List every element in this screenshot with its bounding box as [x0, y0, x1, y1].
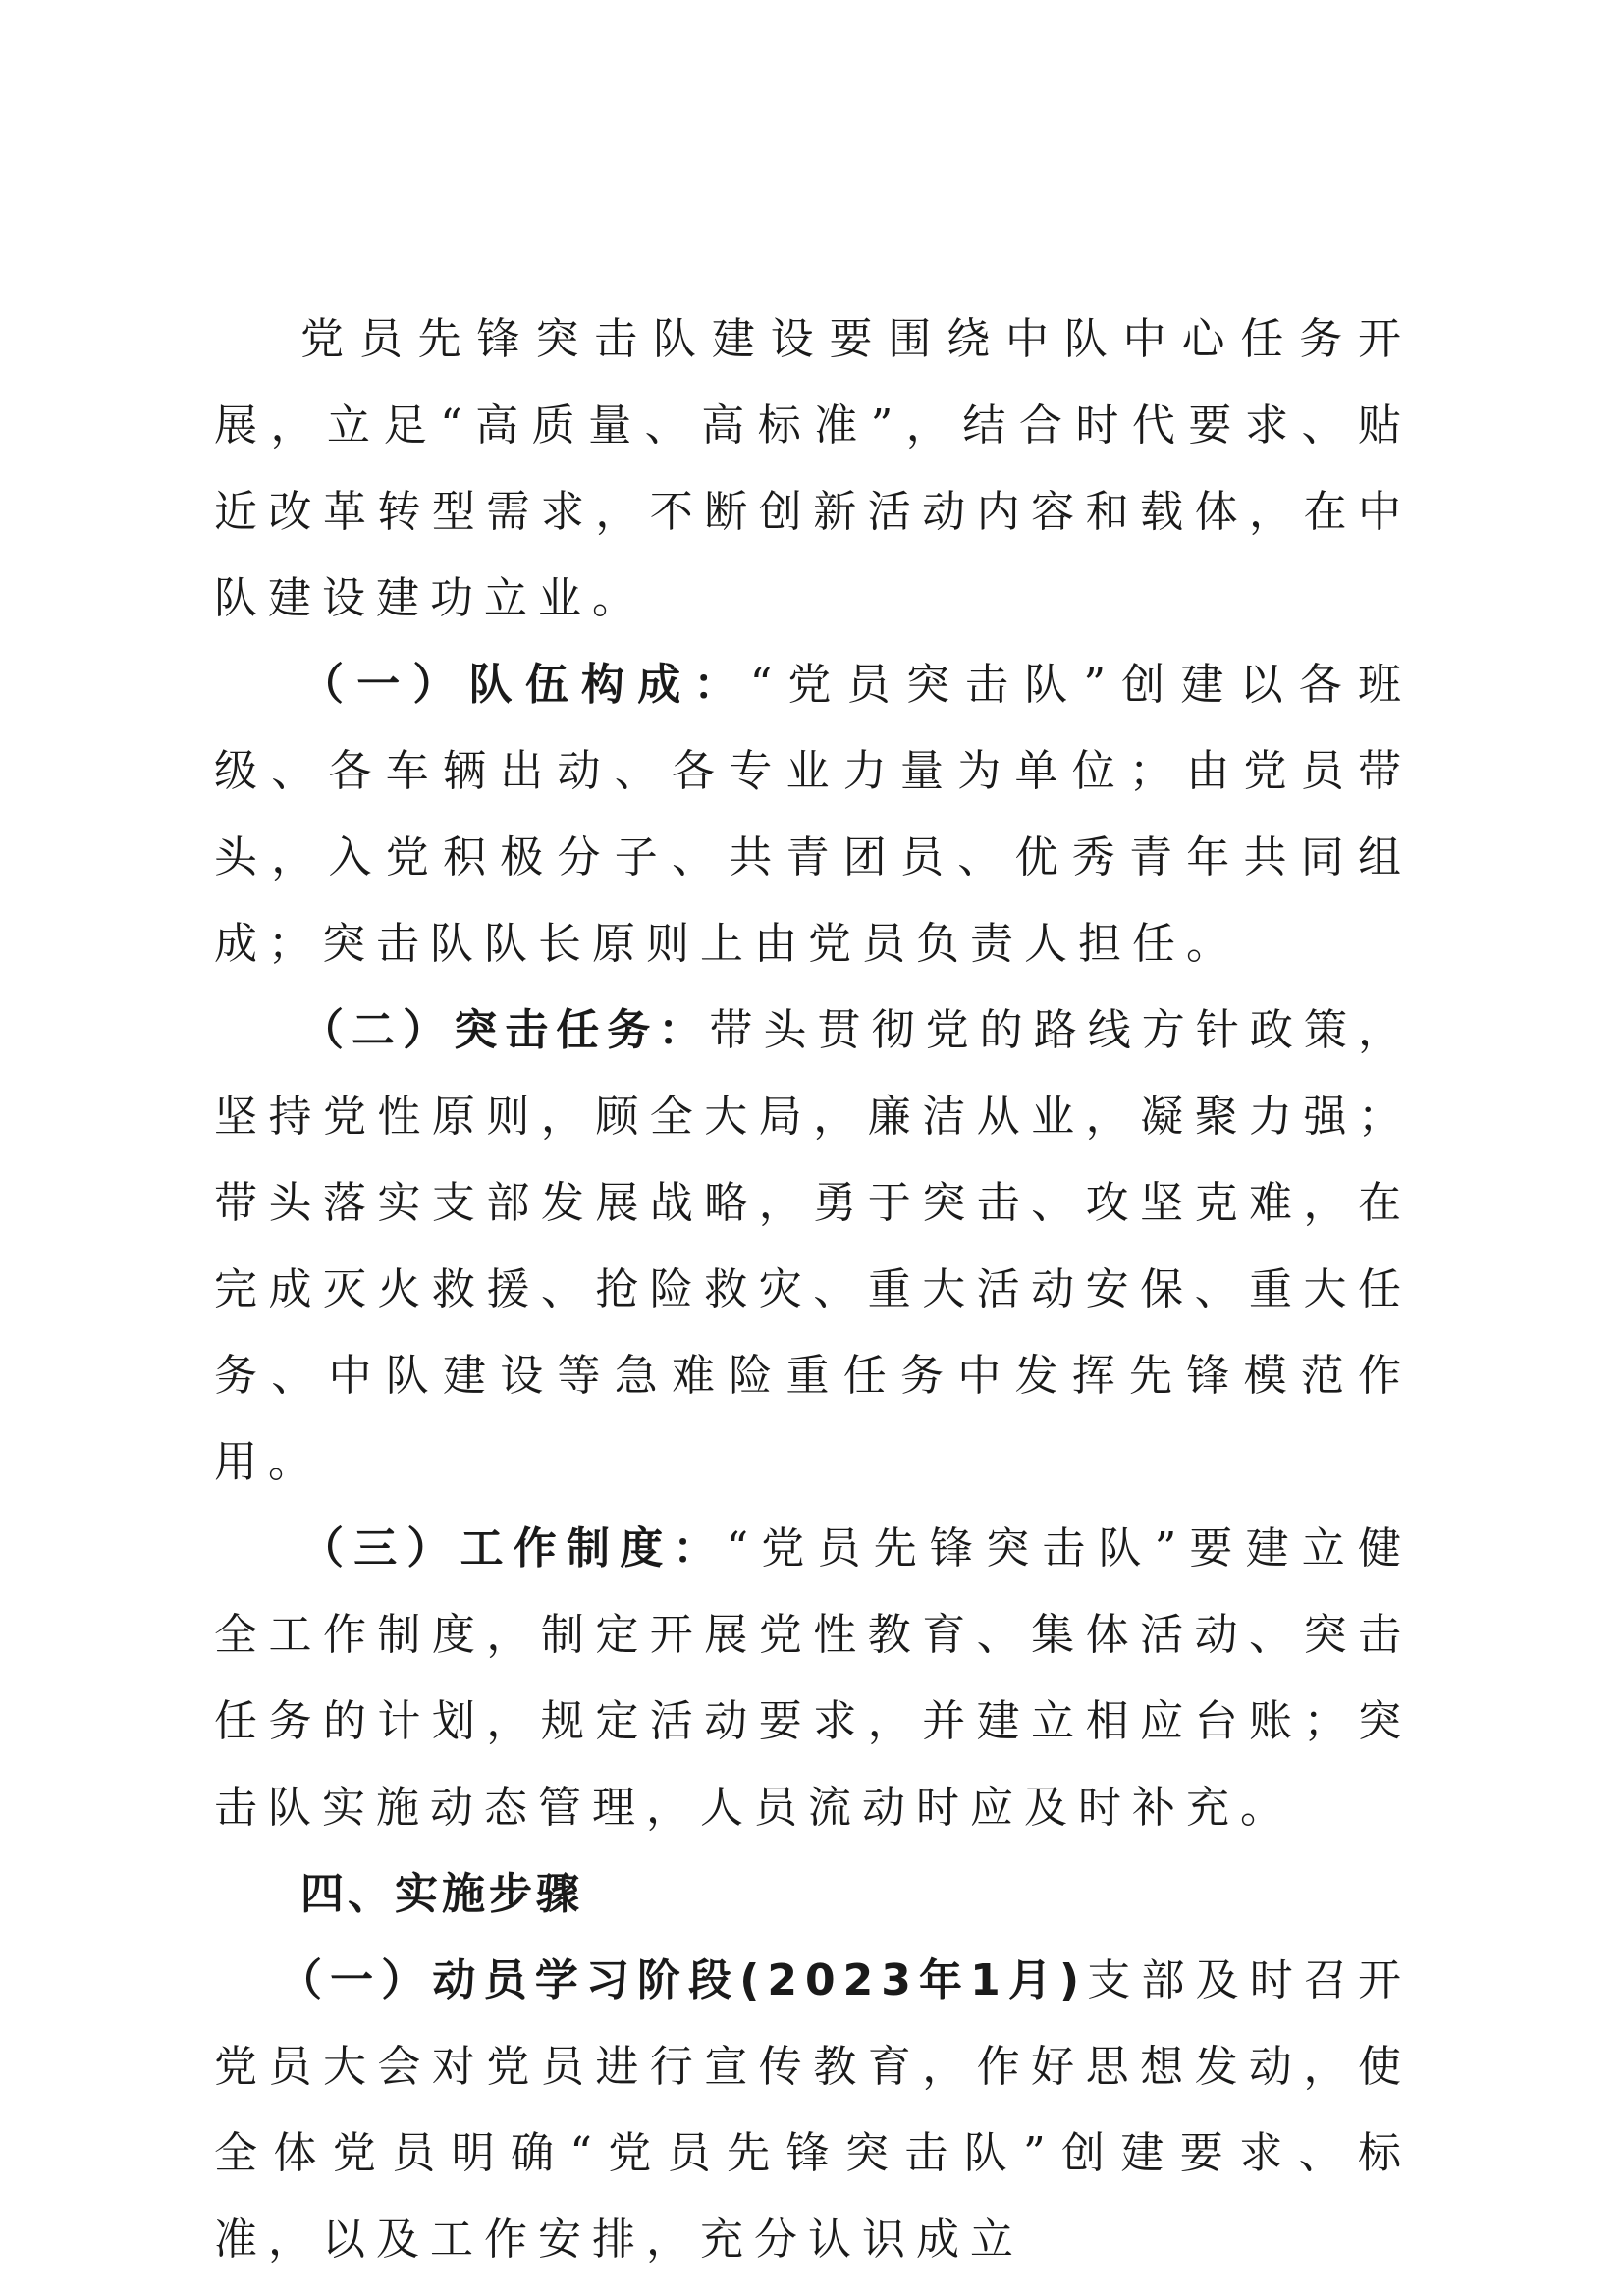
composition-paragraph — [214, 642, 1412, 988]
step1-paragraph — [214, 1938, 1412, 2283]
task-paragraph — [214, 988, 1412, 1506]
system-lead: （三）工作制度： — [300, 1523, 727, 1574]
system-paragraph — [214, 1506, 1412, 1851]
step1-body: 支部及时召开党员大会对党员进行宣传教育，作好思想发动，使全体党员明确“党员先锋突击队”创建要求、标准，以及工作安排，充分认识成立 — [214, 1955, 1413, 2265]
composition-body: “党员突击队”创建以各班级、各车辆出动、各专业力量为单位；由党员带头，入党积极分子、共青团员、优秀青年共同组成；突击队队长原则上由党员负责人担任。 — [214, 660, 1412, 969]
step1-lead: （一）动员学习阶段(2023年1月) — [279, 1955, 1088, 2005]
section-heading: 四、实施步骤 — [300, 1869, 583, 1919]
composition-lead: （一）队伍构成： — [300, 660, 750, 710]
task-body: 带头贯彻党的路线方针政策，坚持党性原则，顾全大局，廉洁从业，凝聚力强；带头落实支部发展战略，勇于突击、攻坚克难，在完成灭火救援、抢险救灾、重大活动安保、重大任务、中队建设等急难险重任务中发挥先锋模范作用。 — [214, 1005, 1413, 1487]
intro-paragraph: 党员先锋突击队建设要围绕中队中心任务开展，立足“高质量、高标准”，结合时代要求、贴近改革转型需求，不断创新活动内容和载体，在中队建设建功立业。 — [214, 314, 1412, 623]
system-body: “党员先锋突击队”要建立健全工作制度，制定开展党性教育、集体活动、突击任务的计划，规定活动要求，并建立相应台账；突击队实施动态管理，人员流动时应及时补充。 — [214, 1523, 1412, 1833]
document-body — [214, 296, 1412, 2283]
task-lead: （二）突击任务： — [300, 1005, 710, 1055]
